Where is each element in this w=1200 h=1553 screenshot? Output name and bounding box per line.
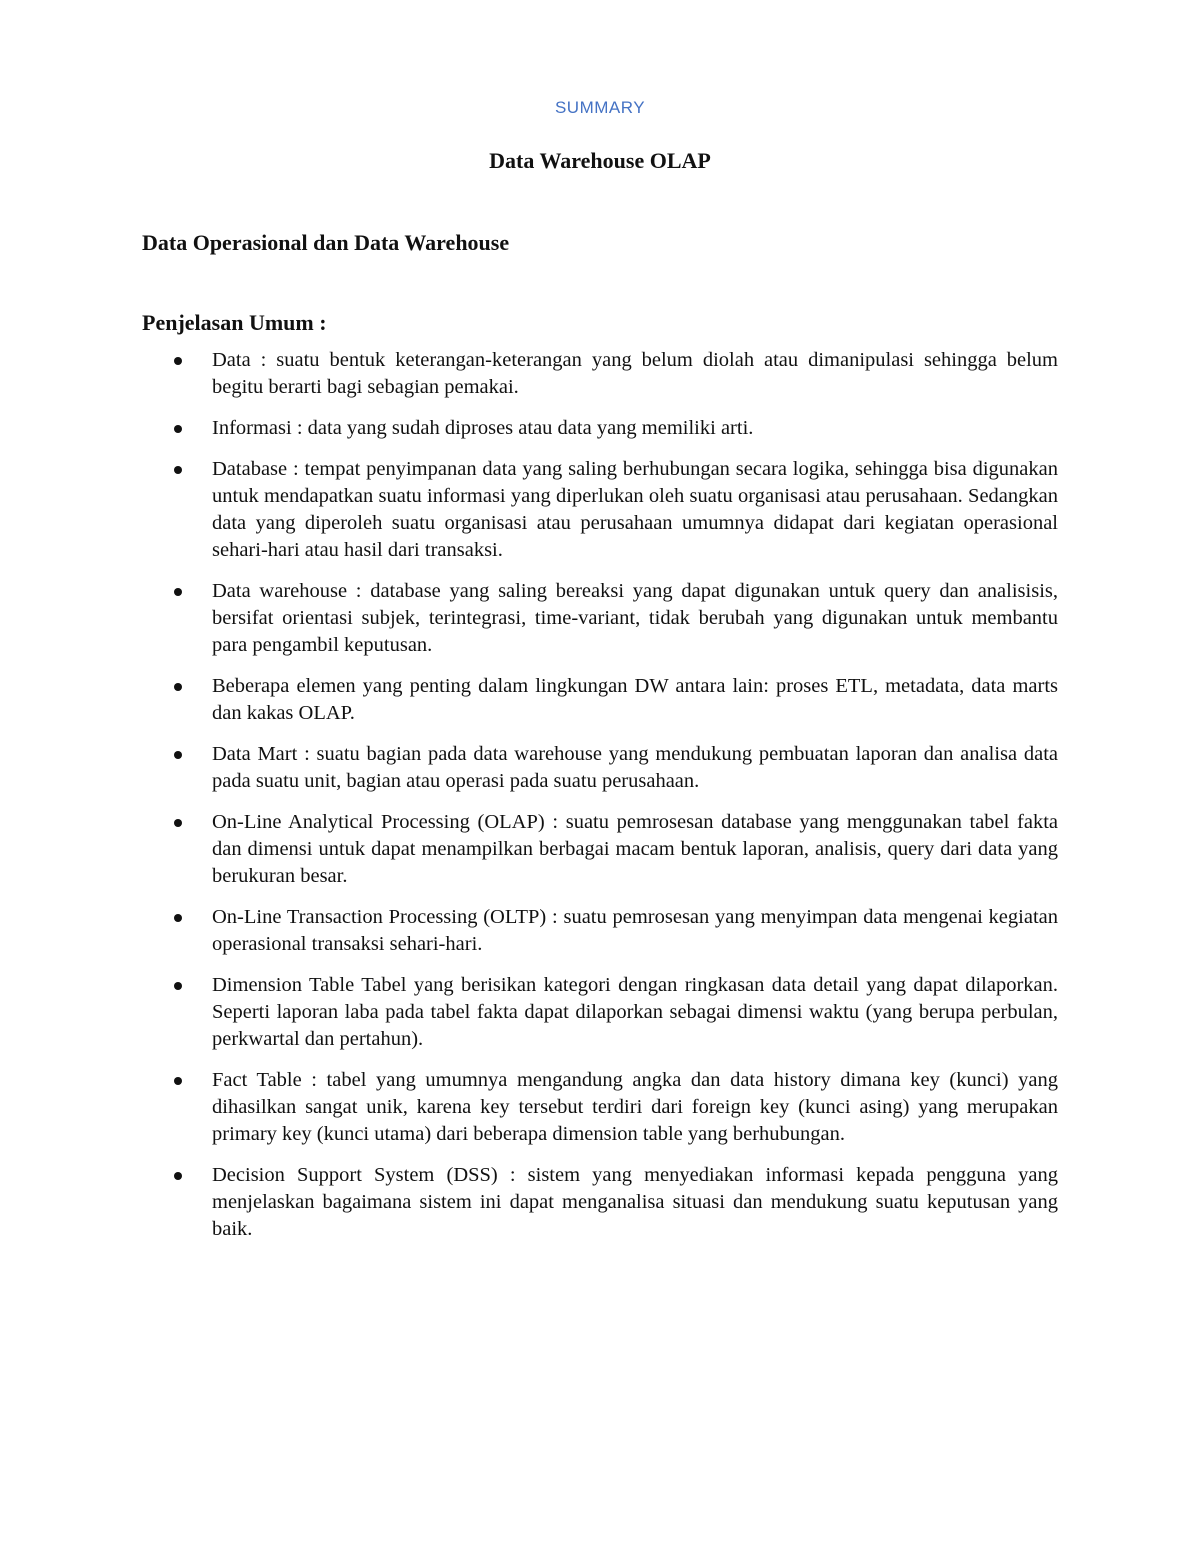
list-item-text: On-Line Analytical Processing (OLAP) : suatu pemrosesan database yang menggunakan tabel fakta dan dimensi untuk dapat menampilkan berbagai macam bentuk laporan, analisis, query dari data yang berukuran besar. bbox=[212, 811, 1058, 887]
document-title: Data Warehouse OLAP bbox=[489, 148, 711, 173]
bullet-icon bbox=[174, 425, 182, 433]
list-item-text: Data Mart : suatu bagian pada data warehouse yang mendukung pembuatan laporan dan analisa data pada suatu unit, bagian atau operasi pada suatu perusahaan. bbox=[212, 743, 1058, 792]
summary-label: SUMMARY bbox=[554, 98, 646, 117]
list-item-text: Data : suatu bentuk keterangan-keterangan yang belum diolah atau dimanipulasi sehingga belum begitu berarti bagi sebagian pemakai. bbox=[212, 349, 1058, 398]
list-item-text: Data warehouse : database yang saling bereaksi yang dapat digunakan untuk query dan analisisis, bersifat orientasi subjek, terintegrasi, time-variant, tidak berubah yang digunakan untuk membantu para pengambil keputusan. bbox=[212, 580, 1058, 656]
bullet-icon bbox=[174, 914, 182, 922]
list-item bbox=[170, 673, 1058, 727]
list-item-text: Informasi : data yang sudah diproses atau data yang memiliki arti. bbox=[212, 417, 754, 439]
list-item bbox=[170, 1162, 1058, 1243]
bullet-icon bbox=[174, 683, 182, 691]
list-item bbox=[170, 972, 1058, 1053]
bullet-icon bbox=[174, 357, 182, 365]
list-item-text: Beberapa elemen yang penting dalam lingkungan DW antara lain: proses ETL, metadata, data marts dan kakas OLAP. bbox=[212, 675, 1058, 724]
list-item bbox=[170, 741, 1058, 795]
list-item-text: Decision Support System (DSS) : sistem yang menyediakan informasi kepada pengguna yang menjelaskan bagaimana sistem ini dapat menganalisa situasi dan mendukung suatu keputusan yang baik. bbox=[212, 1164, 1058, 1240]
list-item bbox=[170, 904, 1058, 958]
subheading: Penjelasan Umum : bbox=[142, 310, 327, 335]
list-item-text: On-Line Transaction Processing (OLTP) : suatu pemrosesan yang menyimpan data mengenai kegiatan operasional transaksi sehari-hari. bbox=[212, 906, 1058, 955]
list-item-text: Dimension Table Tabel yang berisikan kategori dengan ringkasan data detail yang dapat dilaporkan. Seperti laporan laba pada tabel fakta dapat dilaporkan sebagai dimensi waktu (yang berupa perbulan, perkwartal dan pertahun). bbox=[212, 974, 1058, 1050]
list-item bbox=[170, 415, 1058, 442]
list-item bbox=[170, 578, 1058, 659]
list-item bbox=[170, 1067, 1058, 1148]
bullet-icon bbox=[174, 588, 182, 596]
bullet-icon bbox=[174, 751, 182, 759]
bullet-icon bbox=[174, 1172, 182, 1180]
section-heading: Data Operasional dan Data Warehouse bbox=[142, 230, 510, 255]
list-item-text: Fact Table : tabel yang umumnya mengandung angka dan data history dimana key (kunci) yang dihasilkan sangat unik, karena key tersebut terdiri dari foreign key (kunci asing) yang merupakan primary key (kunci utama) dari beberapa dimension table yang berhubungan. bbox=[212, 1069, 1058, 1145]
list-item-text: Database : tempat penyimpanan data yang saling berhubungan secara logika, sehingga bisa digunakan untuk mendapatkan suatu informasi yang diperlukan oleh suatu organisasi atau perusahaan. Sedangkan data yang diperoleh suatu organisasi atau perusahaan umumnya didapat dari kegiatan operasional sehari-hari atau hasil dari transaksi. bbox=[212, 458, 1058, 561]
bullet-icon bbox=[174, 982, 182, 990]
list-item bbox=[170, 347, 1058, 401]
bullet-icon bbox=[174, 1077, 182, 1085]
bullet-icon bbox=[174, 819, 182, 827]
definition-list bbox=[170, 347, 1058, 1257]
list-item bbox=[170, 809, 1058, 890]
bullet-icon bbox=[174, 466, 182, 474]
list-item bbox=[170, 456, 1058, 564]
